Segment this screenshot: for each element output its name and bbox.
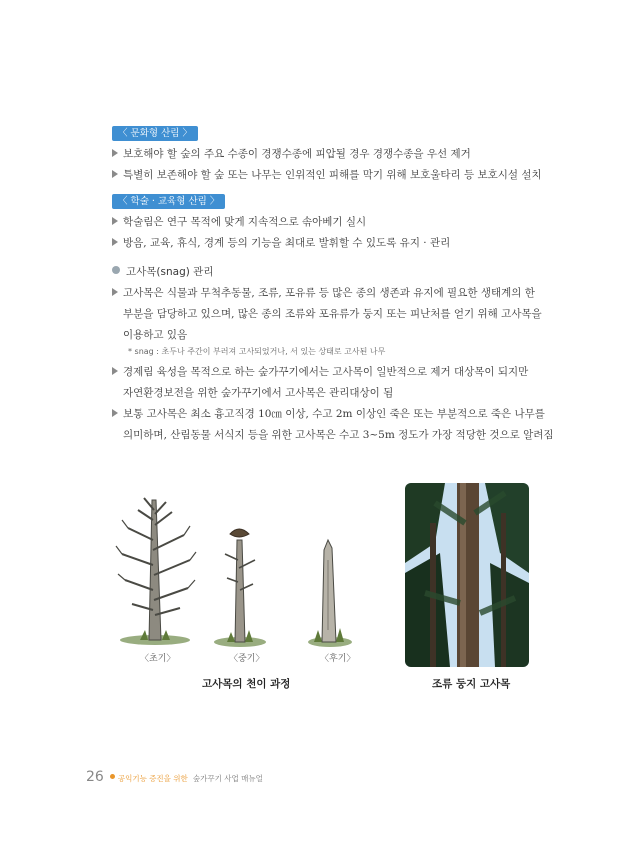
list-item: 방음, 교육, 휴식, 경계 등의 기능을 최대로 발휘할 수 있도록 유지 · 관리 bbox=[112, 235, 450, 250]
footnote: * snag : 초두나 주간이 부러져 고사되었거나, 서 있는 상태로 고사된 나무 bbox=[128, 347, 386, 356]
caption-succession: 고사목의 천이 과정 bbox=[202, 678, 291, 690]
list-item: 학술림은 연구 목적에 맞게 지속적으로 솎아베기 실시 bbox=[112, 214, 366, 229]
caption-bird-nest: 조류 둥지 고사목 bbox=[432, 678, 511, 690]
footer-highlight: 공익기능 증진을 위한 bbox=[117, 774, 188, 783]
triangle-bullet-icon bbox=[112, 409, 118, 417]
triangle-bullet-icon bbox=[112, 367, 118, 375]
paragraph-line: 부분을 담당하고 있으며, 많은 종의 조류와 포유류가 둥지 또는 피난처를 얻기 위해 고사목을 bbox=[123, 308, 542, 320]
paragraph-line: 자연환경보전을 위한 숲가꾸기에서 고사목은 관리대상이 됨 bbox=[123, 387, 394, 399]
paragraph-line: 보통 고사목은 최소 흉고직경 10㎝ 이상, 수고 2m 이상인 죽은 또는 부분적으로 죽은 나무를 bbox=[112, 406, 545, 421]
page-number: 26 bbox=[86, 769, 104, 785]
list-item: 보호해야 할 숲의 주요 수종이 경쟁수종에 피압될 경우 경쟁수종을 우선 제거 bbox=[112, 146, 471, 161]
paragraph-line: 의미하며, 산림동물 서식지 등을 위한 고사목은 수고 3~5m 정도가 가장 적당한 것으로 알려짐 bbox=[123, 429, 554, 441]
early-snag-illustration bbox=[100, 480, 210, 648]
stage-label-early: 〈초기〉 bbox=[140, 654, 176, 664]
triangle-bullet-icon bbox=[112, 288, 118, 296]
section-heading: 고사목(snag) 관리 bbox=[126, 266, 214, 278]
triangle-bullet-icon bbox=[112, 149, 118, 157]
triangle-bullet-icon bbox=[112, 217, 118, 225]
mid-snag-illustration bbox=[205, 520, 275, 648]
footer-title: 숲가꾸기 사업 매뉴얼 bbox=[192, 774, 263, 783]
paragraph-line: 이용하고 있음 bbox=[123, 329, 188, 341]
page-footer bbox=[86, 766, 263, 785]
triangle-bullet-icon bbox=[112, 238, 118, 246]
late-snag-illustration bbox=[300, 530, 360, 648]
paragraph-line: 경제림 육성을 목적으로 하는 숲가꾸기에서는 고사목이 일반적으로 제거 대상목이 되지만 bbox=[112, 364, 528, 379]
dot-icon bbox=[110, 774, 115, 779]
section-tag-cultural: 〈 문화형 산림 〉 bbox=[112, 126, 198, 141]
stage-label-late: 〈후기〉 bbox=[320, 654, 356, 664]
circle-bullet-icon bbox=[112, 266, 120, 274]
bird-nest-snag-photo bbox=[405, 483, 529, 667]
list-item: 특별히 보존해야 할 숲 또는 나무는 인위적인 피해를 막기 위해 보호울타리 등 보호시설 설치 bbox=[112, 167, 542, 182]
stage-label-mid: 〈중기〉 bbox=[229, 654, 265, 664]
triangle-bullet-icon bbox=[112, 170, 118, 178]
paragraph-line: 고사목은 식물과 무척추동물, 조류, 포유류 등 많은 종의 생존과 유지에 필요한 생태계의 한 bbox=[112, 285, 535, 300]
section-tag-education: 〈 학술 · 교육형 산림 〉 bbox=[112, 194, 225, 209]
